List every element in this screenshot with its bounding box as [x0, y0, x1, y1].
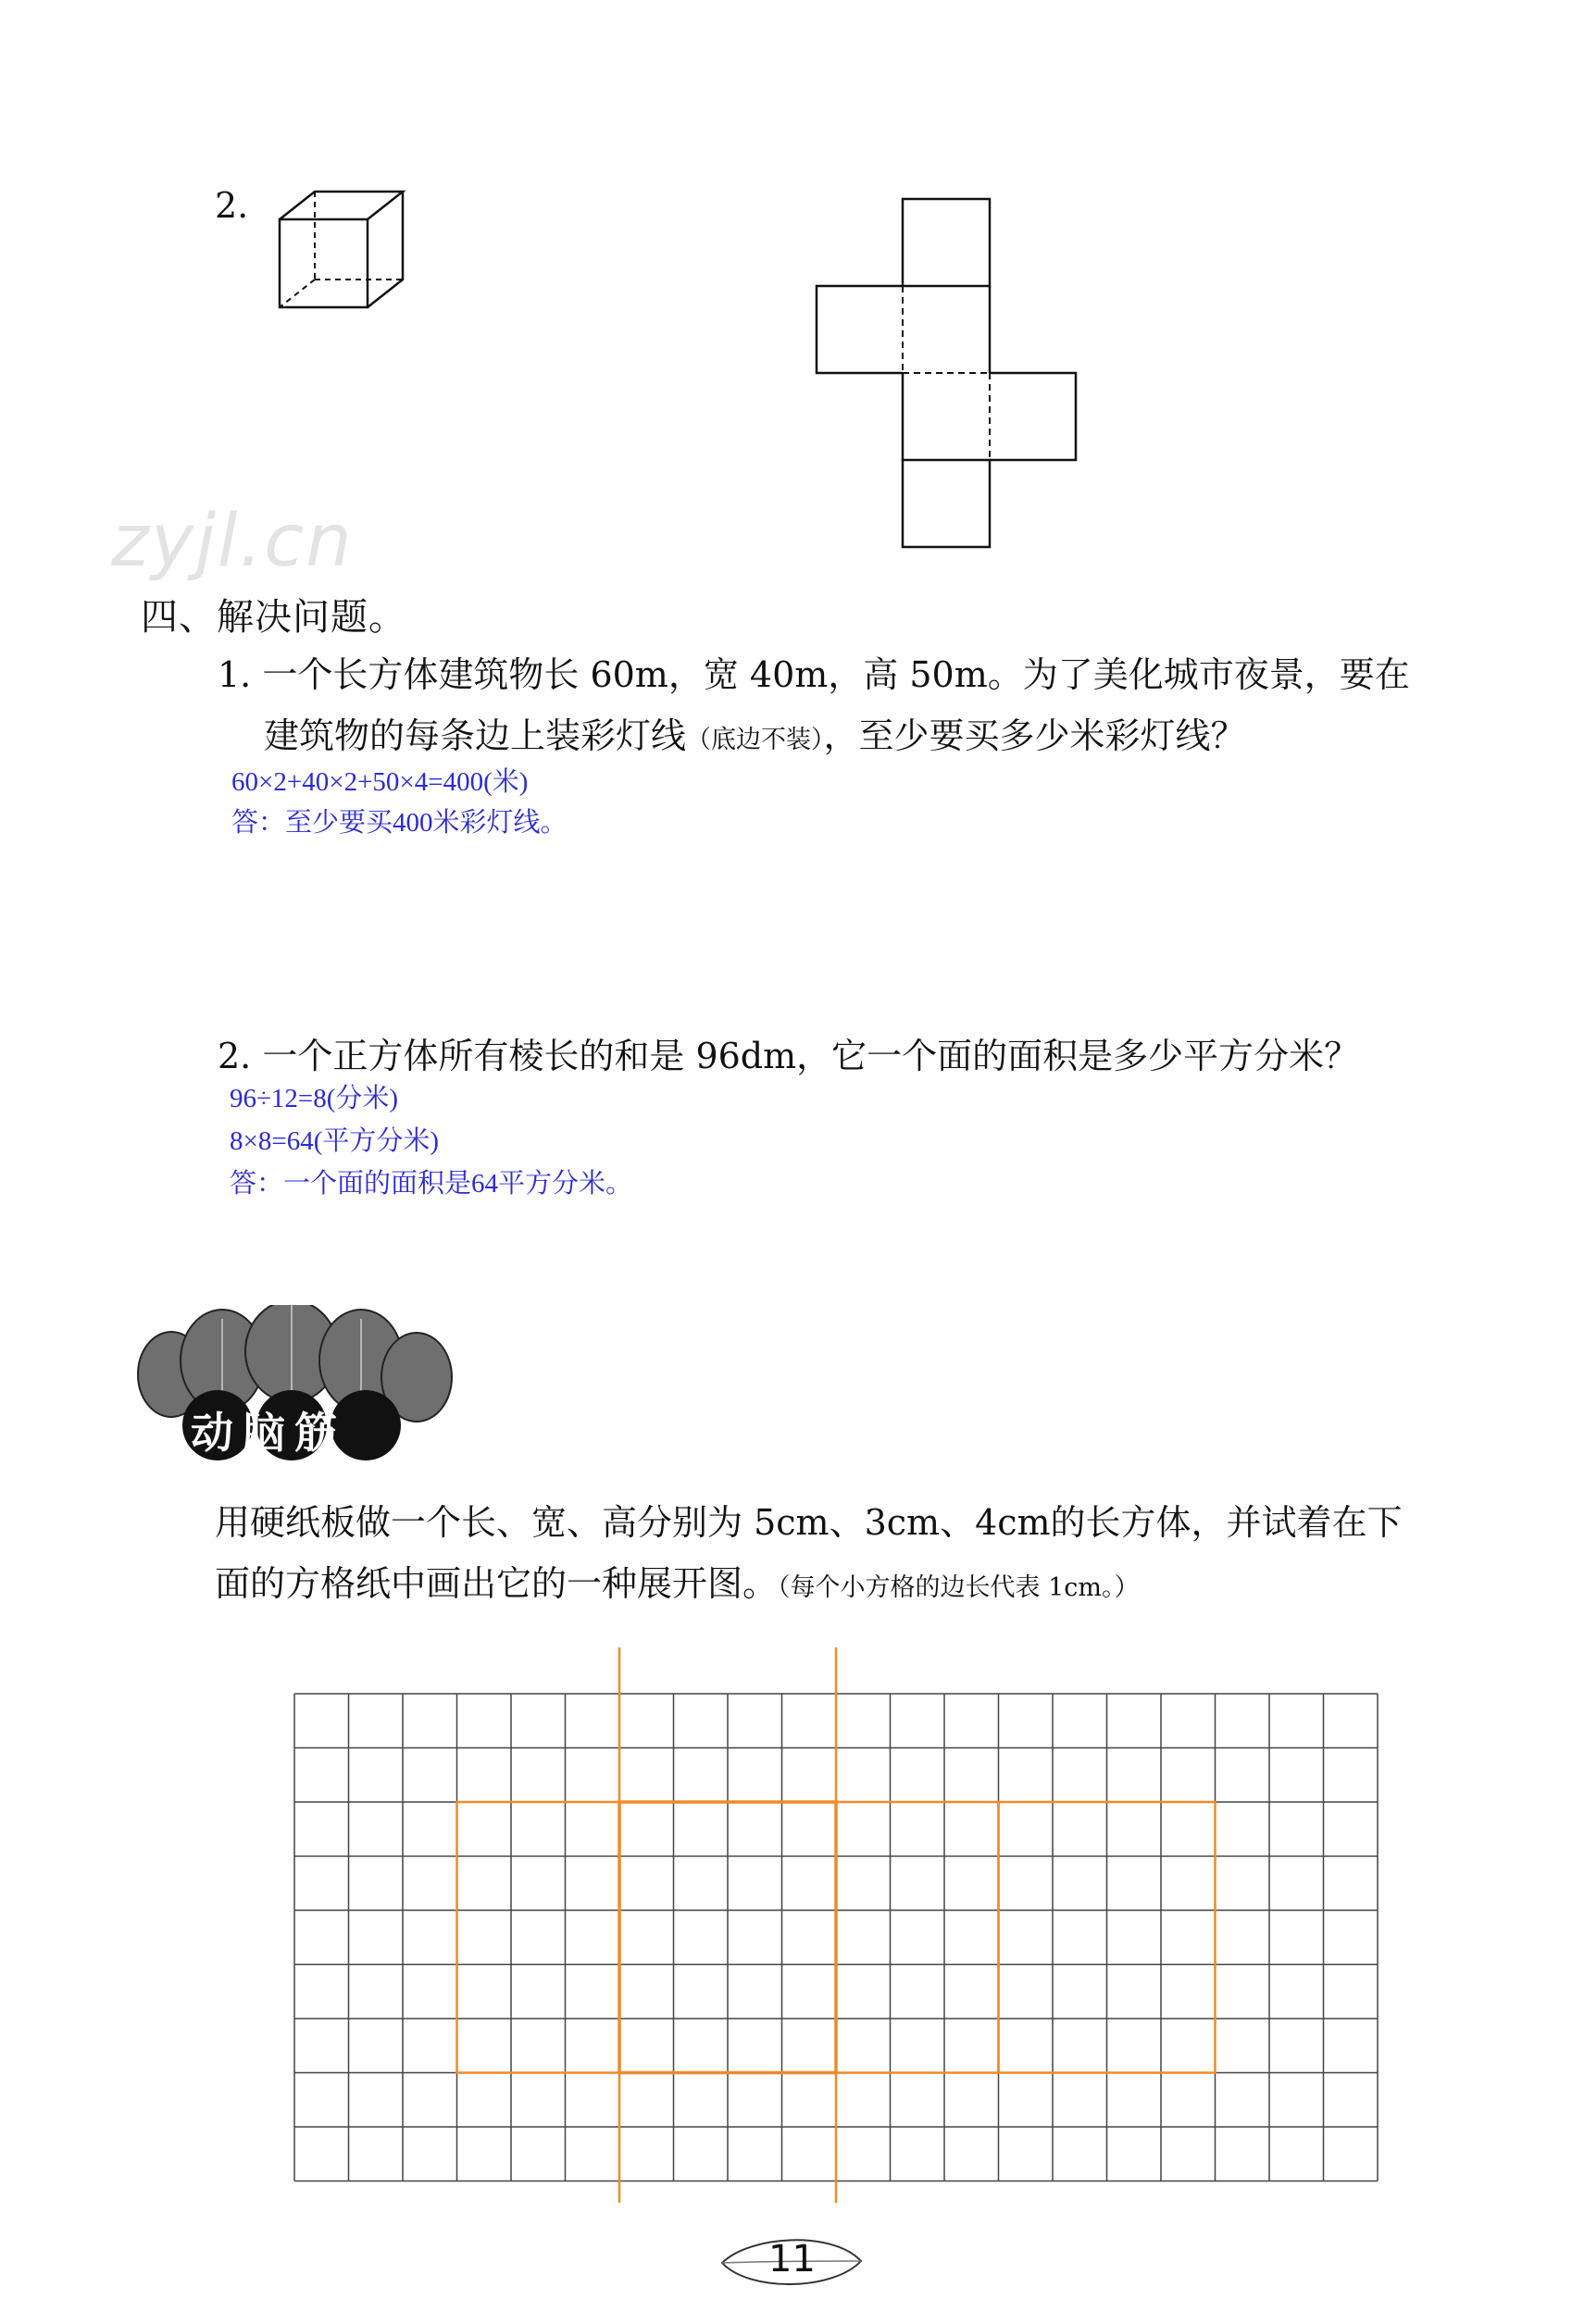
- grid-paper: [278, 1647, 1398, 2203]
- item-number: 2.: [215, 185, 249, 226]
- cube-figure: [268, 180, 407, 319]
- answer-line: 8×8=64(平方分米): [230, 1126, 440, 1156]
- answer-line: 答：至少要买400米彩灯线。: [231, 808, 568, 838]
- question-text: 一个长方体建筑物长 60m，宽 40m，高 50m。为了美化城市夜景，要在: [262, 654, 1410, 695]
- question-text: ，至少要买多少米彩灯线？: [823, 715, 1246, 756]
- question-note: （底边不装）: [686, 726, 824, 754]
- banner-title: 动脑筋: [191, 1408, 346, 1458]
- brain-question: [215, 1492, 1403, 1553]
- answer-line: 答：一个面的面积是64平方分米。: [230, 1169, 633, 1199]
- cube-net-figure: [805, 194, 1083, 565]
- watermark: zyjl.cn: [111, 500, 354, 583]
- net-face: [457, 1802, 620, 2073]
- question-text: 一个正方体所有棱长的和是 96dm，它一个面的面积是多少平方分米？: [262, 1036, 1360, 1076]
- question-1: [218, 644, 1410, 705]
- question-note: （每个小方格的边长代表 1cm。）: [778, 1573, 1140, 1602]
- question-text: 用硬纸板做一个长、宽、高分别为 5cm、3cm、4cm的长方体，并试着在下: [215, 1502, 1403, 1543]
- section-title: 四、解决问题。: [141, 596, 406, 639]
- question-text: 面的方格纸中画出它的一种展开图。: [215, 1563, 779, 1604]
- question-text: 建筑物的每条边上装彩灯线: [264, 715, 687, 756]
- question-number: 1.: [218, 654, 252, 695]
- question-number: 2.: [218, 1036, 252, 1076]
- page-number: 11: [768, 2238, 816, 2281]
- net-face: [836, 1802, 999, 2073]
- answer-line: 96÷12=8(分米): [230, 1084, 399, 1113]
- brain-question-line2: [215, 1553, 1140, 1619]
- answer-line: 60×2+40×2+50×4=400(米): [231, 767, 529, 797]
